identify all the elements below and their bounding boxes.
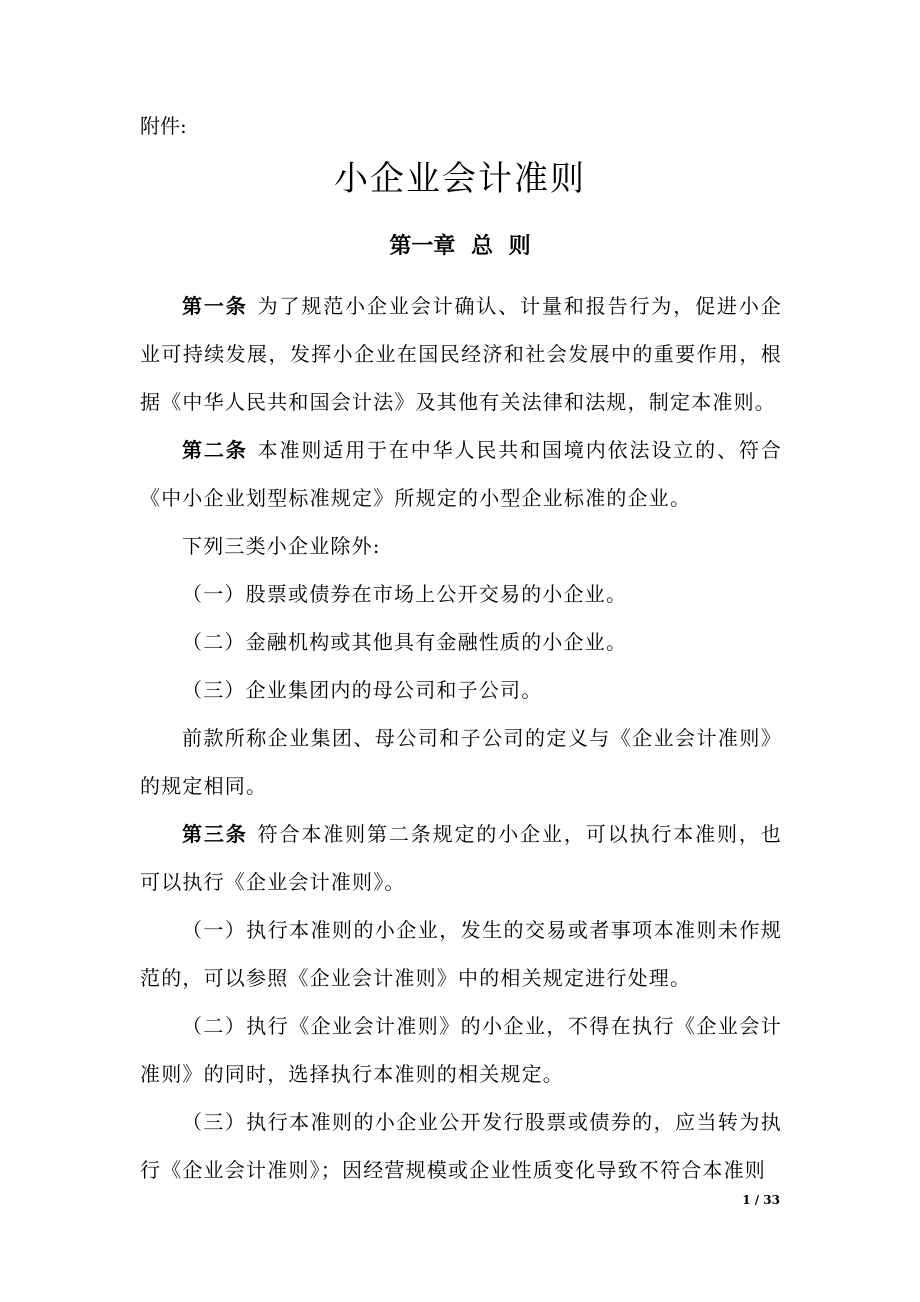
article-2-text: 本准则适用于在中华人民共和国境内依法设立的、符合《中小企业划型标准规定》所规定的小型企业标准的企业。 <box>140 438 782 510</box>
article-3-label: 第三条 <box>182 822 248 846</box>
article-2-definition: 前款所称企业集团、母公司和子公司的定义与《企业会计准则》的规定相同。 <box>140 726 782 798</box>
article-1-text: 为了规范小企业会计确认、计量和报告行为，促进小企业可持续发展，发挥小企业在国民经济和社会发展中的重要作用，根据《中华人民共和国会计法》及其他有关法律和法规，制定本准则。 <box>140 294 782 414</box>
chapter-title: 第一章 总 则 <box>389 233 531 259</box>
article-3-item-3: （三）执行本准则的小企业公开发行股票或债券的，应当转为执行《企业会计准则》；因经营规模或企业性质变化导致不符合本准则 <box>140 1110 782 1182</box>
article-3-item-2: （二）执行《企业会计准则》的小企业，不得在执行《企业会计准则》的同时，选择执行本准则的相关规定。 <box>140 1014 782 1086</box>
article-1 <box>140 282 782 426</box>
article-3-text: 符合本准则第二条规定的小企业，可以执行本准则，也可以执行《企业会计准则》。 <box>140 822 782 894</box>
article-2-item-2: （二）金融机构或其他具有金融性质的小企业。 <box>182 630 628 654</box>
page-number: 1 / 33 <box>742 1193 780 1207</box>
article-2-exclusions-intro: 下列三类小企业除外: <box>182 534 381 558</box>
article-3-item-1: （一）执行本准则的小企业，发生的交易或者事项本准则未作规范的，可以参照《企业会计准则》中的相关规定进行处理。 <box>140 918 782 990</box>
document-body <box>140 282 782 1194</box>
article-3 <box>140 810 782 906</box>
article-2-label: 第二条 <box>182 438 248 462</box>
article-2 <box>140 426 782 522</box>
document-title: 小企业会计准则 <box>334 159 586 199</box>
article-2-item-3: （三）企业集团内的母公司和子公司。 <box>182 678 543 702</box>
attachment-label: 附件: <box>140 114 187 138</box>
article-2-item-1: （一）股票或债券在市场上公开交易的小企业。 <box>182 582 628 606</box>
article-1-label: 第一条 <box>182 294 248 318</box>
